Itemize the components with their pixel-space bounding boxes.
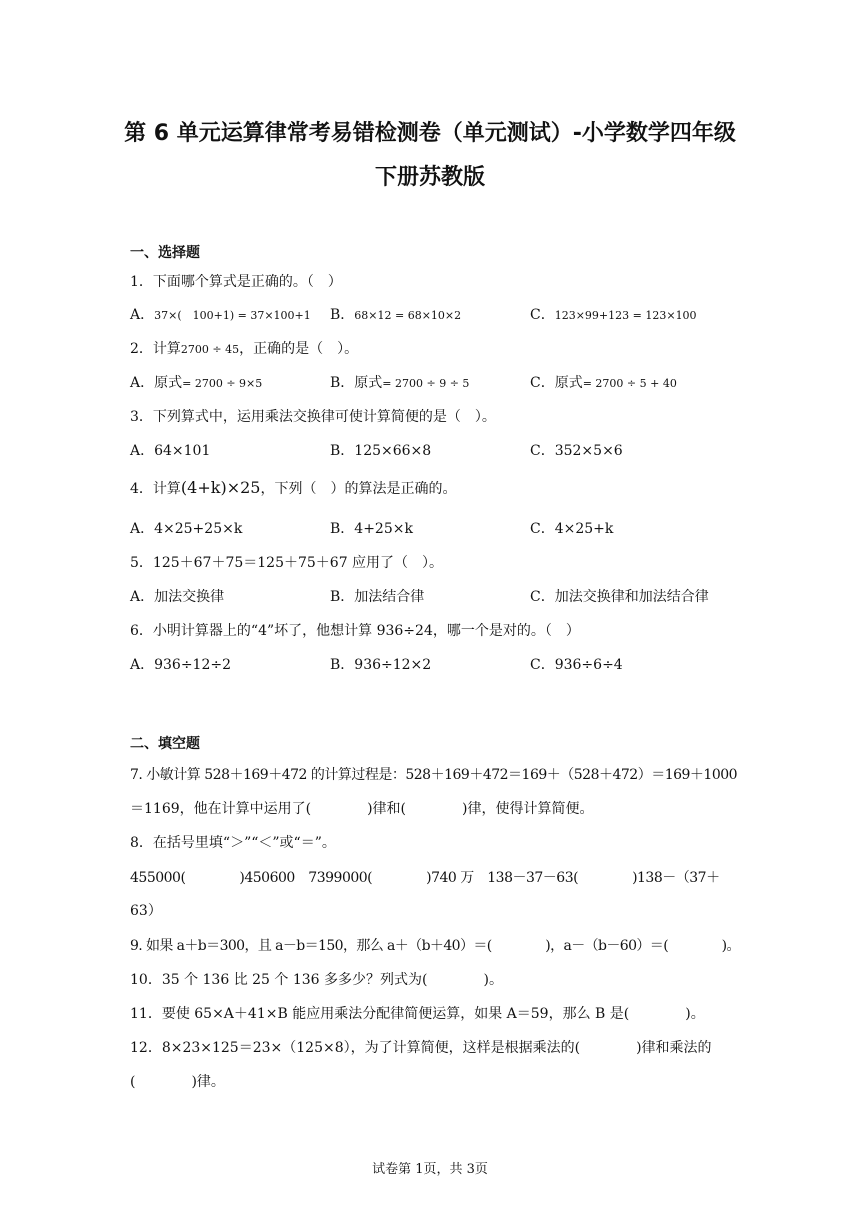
q2-stem-post: ，正确的是（ ）。 [239, 341, 359, 357]
q1-option-b [330, 304, 461, 324]
q4-option-a: A．4×25+25×k [130, 521, 243, 537]
q12-line2: ( )律。 [130, 1074, 225, 1090]
q7-line1: 7. 小敏计算 528＋169＋472 的计算过程是：528＋169＋472＝169＋（528＋472）＝169＋1000 [130, 767, 738, 783]
option-letter: A． [130, 307, 155, 323]
q3-stem: 3．下列算式中，运用乘法交换律可使计算简便的是（ ）。 [130, 409, 496, 425]
q2-option-a [130, 372, 262, 392]
q3-option-a: A．64×101 [130, 443, 211, 459]
option-letter: C． [530, 307, 555, 323]
q6-option-c: C．936÷6÷4 [530, 657, 623, 673]
q5-option-b: B．加法结合律 [330, 589, 425, 605]
q1-option-c [530, 304, 697, 324]
q8-line2: 455000( )450600 7399000( )740 万 138－37－63( )138－（37＋ [130, 870, 720, 886]
q10: 10．35 个 136 比 25 个 136 多多少？列式为( )。 [130, 972, 503, 988]
doc-title-line1: 第 6 单元运算律常考易错检测卷（单元测试）-小学数学四年级 [124, 121, 736, 146]
q6-option-b: B．936÷12×2 [330, 657, 432, 673]
q2-option-c [530, 372, 677, 392]
section2-heading: 二、填空题 [130, 736, 200, 752]
q7-line2: ＝1169，他在计算中运用了( )律和( )律，使得计算简便。 [130, 801, 594, 817]
q2-stem [130, 338, 358, 358]
q2-a-math: = 2700 ÷ 9×5 [182, 377, 263, 390]
q4-option-b: B．4+25×k [330, 521, 413, 537]
option-label: A．原式 [130, 375, 183, 391]
q3-option-b: B．125×66×8 [330, 443, 432, 459]
q6-stem: 6．小明计算器上的“4”坏了，他想计算 936÷24，哪一个是对的。（ ） [130, 623, 580, 639]
q2-c-math: = 2700 ÷ 5 + 40 [582, 377, 677, 390]
q12-line1: 12．8×23×125＝23×（125×8），为了计算简便，这样是根据乘法的( )律和乘法的 [130, 1040, 712, 1056]
q1-stem: 1．下面哪个算式是正确的。（ ） [130, 274, 342, 290]
q2-b-math: = 2700 ÷ 9 ÷ 5 [382, 377, 470, 390]
q1-b-math: 68×12 = 68×10×2 [354, 309, 462, 322]
q6-option-a: A．936÷12÷2 [130, 657, 232, 673]
q1-c-math: 123×99+123 = 123×100 [554, 309, 697, 322]
doc-title-line2: 下册苏教版 [374, 165, 485, 190]
option-label: B．原式 [330, 375, 383, 391]
q2-option-b [330, 372, 469, 392]
q4-stem-math: (4+k)×25 [180, 478, 261, 497]
q8-line1: 8．在括号里填“＞”“＜”或“＝”。 [130, 835, 336, 851]
q8-line3: 63） [130, 903, 162, 919]
q2-stem-pre: 2．计算 [130, 341, 181, 357]
q4-stem-pre: 4．计算 [130, 481, 181, 497]
q5-option-c: C．加法交换律和加法结合律 [530, 589, 709, 605]
q9: 9. 如果 a＋b＝300，且 a－b＝150，那么 a＋（b＋40）＝( )，a－（b－60）＝( )。 [130, 938, 740, 954]
q4-stem [130, 478, 456, 498]
q11: 11．要使 65×A＋41×B 能应用乘法分配律简便运算，如果 A＝59，那么 B 是( )。 [130, 1006, 705, 1022]
q5-stem: 5．125＋67＋75＝125＋75＋67 应用了（ ）。 [130, 555, 444, 571]
section1-heading: 一、选择题 [130, 245, 200, 261]
q2-stem-math: 2700 ÷ 45 [180, 343, 240, 356]
q5-option-a: A．加法交换律 [130, 589, 225, 605]
page-footer: 试卷第 1页，共 3页 [372, 1162, 488, 1177]
q4-option-c: C．4×25+k [530, 521, 614, 537]
q1-a-math: 37×( 100+1) = 37×100+1 [154, 309, 311, 322]
q3-option-c: C．352×5×6 [530, 443, 623, 459]
q4-stem-post: ，下列（ ）的算法是正确的。 [260, 481, 457, 497]
option-label: C．原式 [530, 375, 583, 391]
option-letter: B． [330, 307, 355, 323]
q1-option-a [130, 304, 311, 324]
